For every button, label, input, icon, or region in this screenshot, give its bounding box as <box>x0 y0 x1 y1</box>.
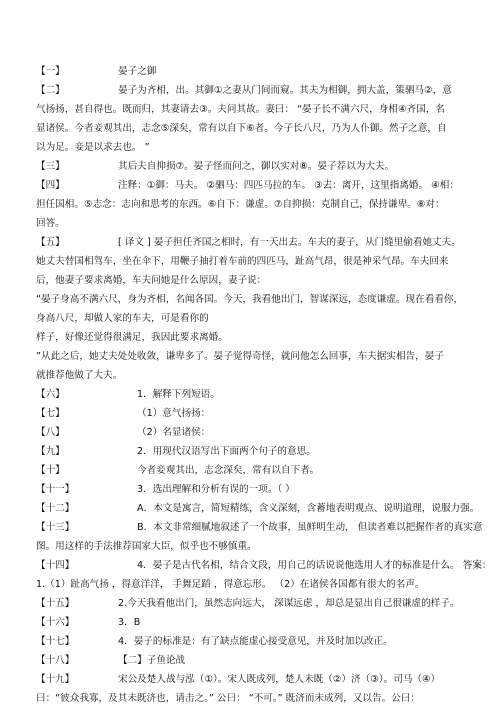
section-tag: 【十七】 <box>36 636 75 647</box>
text-line: A．本文是寓言，简短精练，含义深刻，含蓄地表明观点、说明道理，说服力强。 <box>137 503 480 514</box>
section-tag: 【十八】 <box>36 655 75 666</box>
section-title: 晏子之御 <box>118 66 157 77</box>
text-line: [ 译文 ] 晏子担任齐国之相时，有一天出去。车夫的妻子，从门缝里偷看她丈夫。 <box>118 237 461 248</box>
section-tag: 【八】 <box>36 427 65 438</box>
line-11 <box>0 253 500 271</box>
text-line: 4．晏子是古代名相，结合文段，用自己的话说说他选用人才的标准是什么。 答案： <box>137 560 492 571</box>
line-26 <box>0 538 500 556</box>
section-tag: 【六】 <box>36 389 65 400</box>
text-line: 曰：“彼众我寡，及其未既济也，请击之。” 公曰： “不可。” 既济而未成列，又以告。公曰： <box>36 693 420 704</box>
text-line: 其后夫自抑损⑦。晏子怪而问之，御以实对⑧。晏子荐以为大夫。 <box>118 161 395 172</box>
line-19 <box>0 405 500 423</box>
line-28 <box>0 576 500 594</box>
line-3 <box>0 101 500 119</box>
line-18 <box>0 386 500 404</box>
text-line: 担任国相。⑤志念：志向和思考的东西。⑥自下：谦虚。⑦自抑损：克制自己，保持谦卑。⑧对： <box>36 199 445 210</box>
line-24 <box>0 500 500 518</box>
section-tag: 【十五】 <box>36 598 75 609</box>
text-line: 显诸侯。今者妾观其出，志念⑤深矣，常有以自下⑥者。今子长八尺，乃为人仆御。然子之意，自 <box>36 123 447 134</box>
text-line: 3．B <box>118 617 141 628</box>
text-line: 【二】子鱼论战 <box>118 655 186 666</box>
text-line: 2.今天我看他出门，虽然志向远大， 深谋远虑 ，却总是显出自己很谦虚的样子。 <box>118 598 460 609</box>
line-32 <box>0 652 500 670</box>
section-tag: 【二】 <box>36 85 65 96</box>
text-line: 4．晏子的标准是：有了缺点能虚心接受意见，并及时加以改正。 <box>118 636 393 647</box>
section-tag: 【四】 <box>36 180 65 191</box>
text-line: 3．选出理解和分析有误的一项。（ ） <box>137 484 295 495</box>
line-8 <box>0 196 500 214</box>
line-12 <box>0 272 500 290</box>
section-tag: 【五】 <box>36 237 65 248</box>
line-9 <box>0 215 500 233</box>
line-15 <box>0 329 500 347</box>
section-tag: 【十六】 <box>36 617 75 628</box>
section-tag: 【十一】 <box>36 484 75 495</box>
text-line: 今者妾观其出，志念深矣，常有以自下者。 <box>137 465 320 476</box>
line-29 <box>0 595 500 613</box>
line-21 <box>0 443 500 461</box>
line-33 <box>0 671 500 689</box>
line-10 <box>0 234 500 252</box>
line-4 <box>0 120 500 138</box>
text-line: B．本文非常细腻地叙述了一个故事，虽鲜明生动， 但读者难以把握作者的真实意 <box>137 522 483 533</box>
section-tag: 【十九】 <box>36 674 75 685</box>
text-line: 回答。 <box>36 218 65 229</box>
text-line: 后，他妻子要求离婚，车夫问她是什么原因，妻子说： <box>36 275 267 286</box>
text-line: 1．解释下列短语。 <box>137 389 220 400</box>
line-31 <box>0 633 500 651</box>
text-line: 气扬扬，甚自得也。既而归，其妻请去③。夫问其故。妻曰： “晏子长不满六尺，身相④齐国，名 <box>36 104 445 115</box>
text-line: 就推荐他做了大夫。 <box>36 370 123 381</box>
line-16 <box>0 348 500 366</box>
text-line: 样子，好像还觉得很满足，我因此要求离婚。 <box>36 332 228 343</box>
text-line: 图。用这样的手法推荐国家大臣，似乎也不够慎重。 <box>36 541 257 552</box>
line-6 <box>0 158 500 176</box>
text-line: 宋公及楚人战与泓（①）。宋人既成列，楚人未既（②）济（③）。司马（④） <box>118 674 441 685</box>
text-line: ”从此之后，她丈夫处处收敛，谦卑多了。晏子觉得奇怪，就问他怎么回事，车夫据实相告，晏子 <box>36 351 444 362</box>
line-34 <box>0 690 500 708</box>
line-1 <box>0 63 500 81</box>
section-tag: 【十三】 <box>36 522 75 533</box>
line-5 <box>0 139 500 157</box>
section-tag: 【三】 <box>36 161 65 172</box>
line-13 <box>0 291 500 309</box>
section-tag: 【一】 <box>36 66 65 77</box>
section-tag: 【十】 <box>36 465 65 476</box>
line-17 <box>0 367 500 385</box>
text-line: 注释：①御：马夫。 ②驷马：四匹马拉的车。 ③去：离开，这里指离婚。 ④相： <box>118 180 459 191</box>
text-line: （1）意气扬扬： <box>137 408 211 419</box>
section-tag: 【十二】 <box>36 503 75 514</box>
text-line: 以为足。妾是以求去也。 ” <box>36 142 150 153</box>
line-20 <box>0 424 500 442</box>
text-line: 晏子为齐相，出。其御①之妻从门间而窥。其夫为相御，拥大盖，策驷马②，意 <box>118 85 452 96</box>
section-tag: 【九】 <box>36 446 65 457</box>
text-line: 1.（1）趾高气扬 ，得意洋洋， 手舞足蹈 ，得意忘形。 （2）在诸侯各国都有很大的名声。 <box>36 579 425 590</box>
line-7 <box>0 177 500 195</box>
line-14 <box>0 310 500 328</box>
line-25 <box>0 519 500 537</box>
line-30 <box>0 614 500 632</box>
section-tag: 【十四】 <box>36 560 75 571</box>
text-line: 身高八尺，却做人家的车夫，可是看你的 <box>36 313 209 324</box>
text-line: 她丈夫替国相驾车，坐在伞下，用鞭子抽打着车前的四匹马，趾高气昂，很是神采气昂。车夫回来 <box>36 256 449 267</box>
section-tag: 【七】 <box>36 408 65 419</box>
line-22 <box>0 462 500 480</box>
text-line: 2．用现代汉语写出下面两个句子的意思。 <box>137 446 316 457</box>
text-line: “晏子身高不满六尺，身为齐相，名闻各国。今天，我看他出门，智谋深远，态度谦虚。现在看看你， <box>36 294 464 305</box>
line-27 <box>0 557 500 575</box>
text-line: （2）名显诸侯： <box>137 427 211 438</box>
line-23 <box>0 481 500 499</box>
line-2 <box>0 82 500 100</box>
